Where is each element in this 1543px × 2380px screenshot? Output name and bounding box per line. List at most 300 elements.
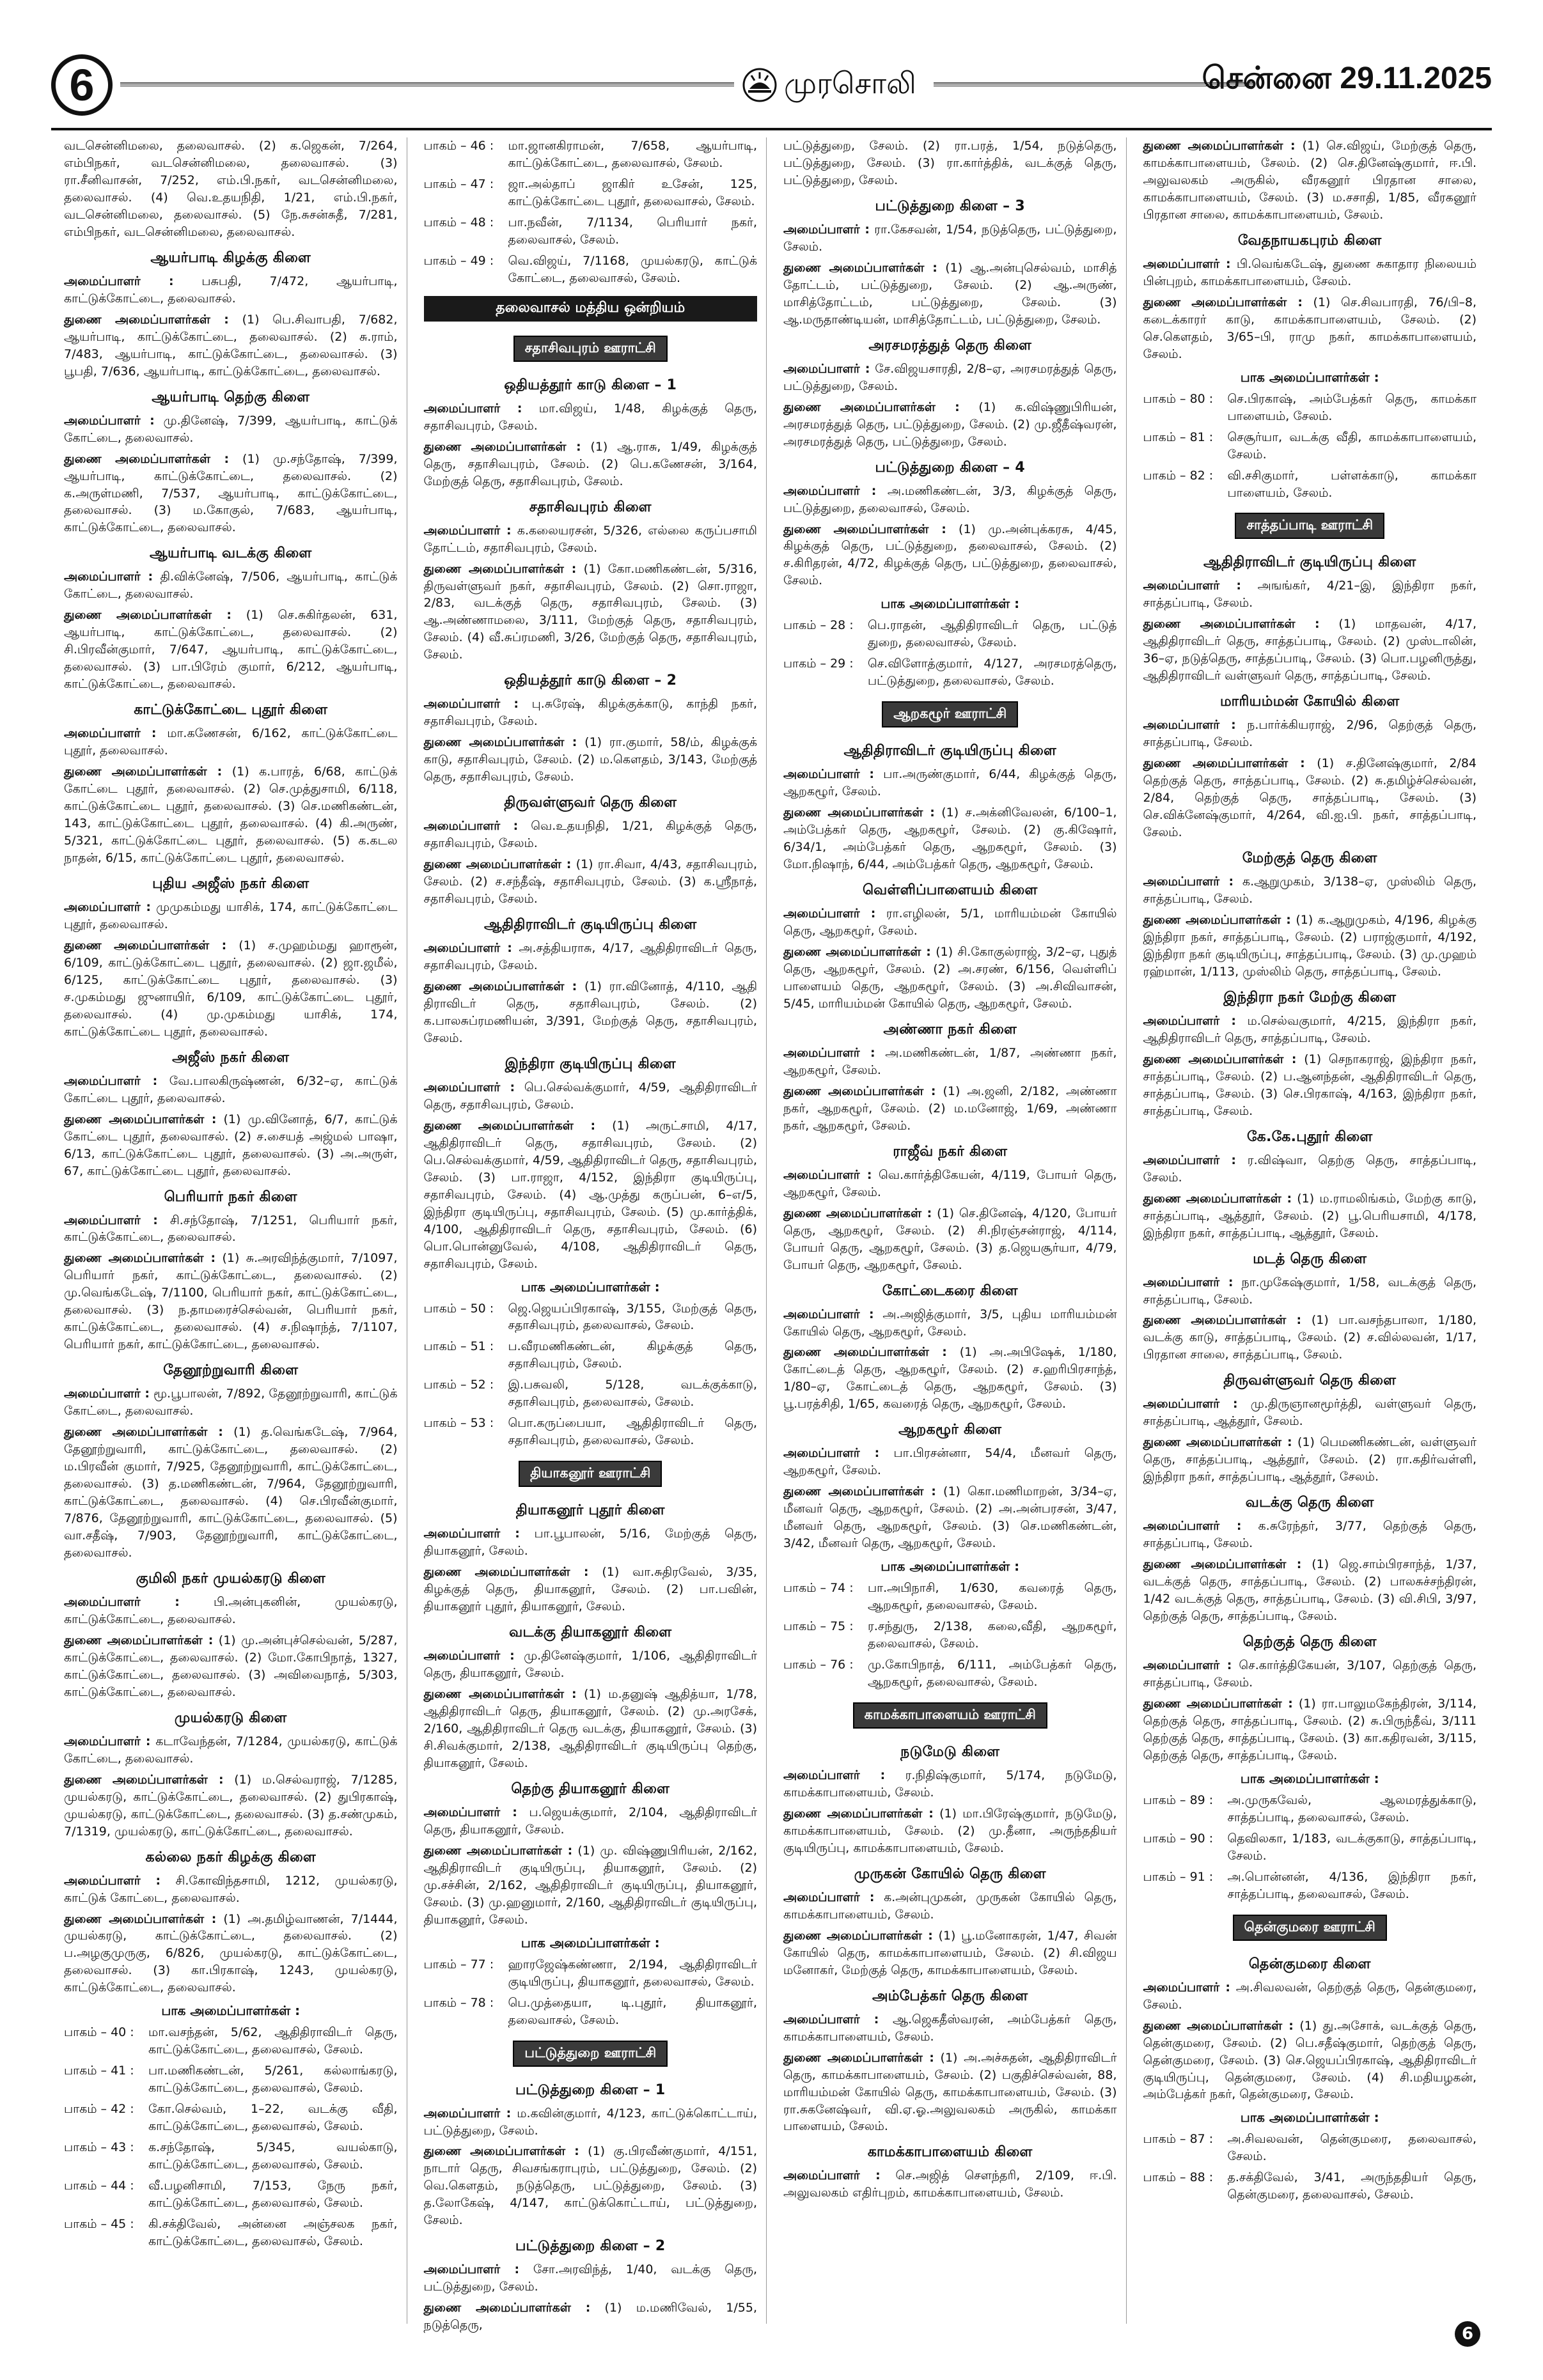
entry-paragraph — [424, 1564, 758, 1615]
entry-text: மு.திருஞானமூர்த்தி, வள்ளுவர் தெரு, சாத்தப்பாடி, ஆத்தூர், சேலம். — [1143, 1397, 1476, 1429]
role-label: துணை அமைப்பாளர்கள் : — [1143, 1052, 1297, 1066]
section-heading: திருவள்ளுவர் தெரு கிளை — [1223, 1373, 1397, 1389]
entry-text: ஆ.ஜெகதீஸ்வரன், அம்பேத்கர் தெரு, காமக்காபாளையம், சேலம். — [783, 2012, 1117, 2044]
panchayat-banner-wrap — [424, 2033, 758, 2073]
booth-row — [64, 2177, 398, 2212]
entry-text: வெ.கார்த்திகேயன், 4/119, போயர் தெரு, ஆறகழூர், சேலம். — [783, 1167, 1117, 1199]
entry-text: கடாவேந்தன், 7/1284, முயல்கரடு, காட்டுக் கோட்டை, தலைவாசல். — [64, 1734, 398, 1766]
entry-text: க.ஆறுமுகம், 3/138–ஏ, முஸ்லிம் தெரு, சாத்தப்பாடி, சேலம். — [1143, 875, 1476, 906]
section-heading: ஒதியத்தூர் காடு கிளை – 1 — [504, 377, 677, 393]
header-rule-left — [120, 82, 734, 86]
entry-text: பு.சுரேஷ், கிழக்குக்காடு, காந்தி நகர், சதாசிவபுரம், சேலம். — [423, 697, 757, 729]
role-label: அமைப்பாளர் : — [1143, 1153, 1237, 1167]
booth-section-heading: பாக அமைப்பாளர்கள் : — [521, 1279, 660, 1295]
entry-paragraph — [424, 439, 758, 490]
entry-paragraph — [1143, 1396, 1477, 1430]
booth-row — [1143, 2131, 1477, 2165]
booth-number: பாகம் – 49 : — [423, 253, 494, 268]
panchayat-banner-wrap — [1143, 1907, 1477, 1947]
booth-number: பாகம் – 87 : — [1143, 2132, 1214, 2147]
role-label: துணை அமைப்பாளர்கள் : — [423, 439, 581, 454]
entry-paragraph — [783, 1889, 1117, 1924]
entry-paragraph — [1143, 1190, 1477, 1242]
entry-paragraph — [64, 1632, 398, 1701]
dateline: சென்னை 29.11.2025 — [1202, 61, 1492, 95]
booth-agent: பொ.கருப்பையா, ஆதிதிராவிடர் தெரு, சதாசிவபுரம், தலைவாசல், சேலம். — [508, 1416, 757, 1448]
booth-row — [64, 2024, 398, 2058]
role-label: துணை அமைப்பாளர்கள் : — [423, 1843, 573, 1858]
entry-text: (1) ரா.வினோத், 4/110, ஆதி திராவிடர் தெரு, சதாசிவபுரம், சேலம். (2) க.பாலசுப்ரமணியன், 3/391, மேற்குத் தெரு, சதாசிவபுரம், சேலம். — [423, 979, 758, 1045]
entry-text: (1) செ.சுகிர்தலன், 631, ஆயர்பாடி, காட்டுக்கோட்டை, தலைவாசல். (2) சி.பிரவீன்குமார், 7/647, ஆயர்பாடி, காட்டுக்கோட்டை, தலைவாசல். (3) பா.பிரேம் குமார், 6/212, ஆயர்பாடி, காட்டுக்கோட்டை, தலைவாசல். — [64, 608, 398, 692]
entry-text: (1) ம.செல்வராஜ், 7/1285, முயல்கரடு, காட்டுக்கோட்டை, தலைவாசல். (2) துபிரகாஷ், முயல்கரடு, காட்டுக்கோட்டை, தலைவாசல். (3) த.சண்முகம், 7/1319, முயல்கரடு, காட்டுக்கோட்டை, தலைவாசல். — [64, 1772, 398, 1839]
entry-text: (1) க.ஆறுமுகம், 4/196, கிழக்கு இந்திரா நகர், சாத்தப்பாடி, சேலம். (2) பராஜ்குமார், 4/192, இந்திரா நகர் குடியிருப்பு, சாத்தப்பாடி, சேலம். (3) மு.முஹம் ரஹ்மான், 1/113, முஸ்லிம் தெரு, சாத்தப்பாடி, சேலம். — [1143, 913, 1477, 979]
entry-paragraph — [783, 399, 1117, 451]
entry-paragraph — [424, 1079, 758, 1114]
role-label: அமைப்பாளர் : — [423, 819, 519, 834]
entry-text: க.சுரேந்தர், 3/77, தெற்குத் தெரு, சாத்தப்பாடி, சேலம். — [1143, 1519, 1476, 1551]
booth-agent: பெ.ராதன், ஆதிதிராவிடர் தெரு, பட்டுத் துறை, தலைவாசல், சேலம். — [868, 618, 1117, 650]
entry-text: (1) ஜெ.சாம்பிரசாந்த், 1/37, வடக்குத் தெரு, சாத்தப்பாடி, சேலம். (2) பாலசுச்சந்திரன், 1/42 வடக்குத் தெரு, சாத்தப்பாடி, சேலம். (3) வி.சிபி, 3/97, தெற்குத் தெரு, சாத்தப்பாடி, சேலம். — [1143, 1557, 1476, 1624]
booth-number: பாகம் – 51 : — [423, 1339, 494, 1354]
entry-text: ம.கவின்குமார், 4/123, காட்டுக்கொட்டாய், பட்டுத்துறை, சேலம். — [423, 2106, 758, 2138]
role-label: துணை அமைப்பாளர்கள் : — [423, 1565, 589, 1580]
entry-text: மூ.பூபாலன், 7/892, தேனூற்றுவாரி, காட்டுக் கோட்டை, தலைவாசல். — [64, 1387, 398, 1419]
entry-text: பட்டுத்துறை, சேலம். (2) ரா.பரத், 1/54, நடுத்தெரு, பட்டுத்துறை, சேலம். (3) ரா.கார்த்திக், வடக்குத் தெரு, பட்டுத்துறை, சேலம். — [783, 139, 1117, 187]
section-heading: கே.கே.புதூர் கிளை — [1247, 1128, 1373, 1145]
role-label: துணை அமைப்பாளர்கள் : — [1143, 1696, 1293, 1711]
entry-paragraph — [783, 804, 1117, 873]
entry-text: (1) மு.அன்புக்கரசு, 4/45, கிழக்குத் தெரு, பட்டுத்துறை, தலைவாசல், சேலம். (2) ச.கிரிதரன், 4/72, கிழக்குத் தெரு, பட்டுத்துறை, தலைவாசல், சேலம். — [783, 522, 1117, 588]
masthead — [51, 54, 1492, 128]
entry-text: செ.அஜித் சௌந்தரி, 2/109, ஈ.பி. அலுவலகம் எதிர்புறம், காமக்காபாளையம், சேலம். — [783, 2168, 1117, 2200]
entry-text: (1) சு.அரவிந்த்குமார், 7/1097, பெரியார் நகர், காட்டுக்கோட்டை, தலைவாசல். (2) மு.வெங்கடேஷ், 7/1100, பெரியார் நகர், காட்டுக்கோட்டை, தலைவாசல். (3) ந.தாமரைச்செல்வன், பெரியார் நகர், காட்டுக்கோட்டை, தலைவாசல். (4) ச.நிஷாந்த், 7/1107, பெரியார் நகர், காட்டுக்கோட்டை, தலைவாசல். — [64, 1251, 398, 1352]
entry-text: (1) அ.தமிழ்வாணன், 7/1444, முயல்கரடு, காட்டுக்கோட்டை, தலைவாசல். (2) ப.அழகுமுருகு, 6/826, முயல்கரடு, காட்டுக்கோட்டை, தலைவாசல். (3) கா.பிரகாஷ், 1243, முயல்கரடு, காட்டுக்கோட்டை, தலைவாசல். — [64, 1911, 398, 1995]
page-number-badge: 6 — [51, 54, 113, 116]
rising-sun-icon — [742, 67, 778, 103]
entry-paragraph — [64, 725, 398, 759]
booth-number: பாகம் – 88 : — [1143, 2170, 1214, 2185]
role-label: துணை அமைப்பாளர்கள் : — [1143, 1191, 1292, 1206]
entry-paragraph — [64, 137, 398, 241]
entry-text: அ.அஜித்குமார், 3/5, புதிய மாரியம்மன் கோயில் தெரு, ஆறகழூர், சேலம். — [783, 1307, 1117, 1339]
section-heading: காமக்காபாளையம் கிளை — [867, 2144, 1033, 2161]
booth-row — [783, 617, 1117, 651]
entry-paragraph — [783, 221, 1117, 256]
entry-paragraph — [783, 137, 1117, 189]
entry-text: (1) க.விஷ்ணுபிரியன், அரசமரத்துத் தெரு, பட்டுத்துறை, சேலம். (2) மு.ஜீதீஷ்வரன், அரசமரத்துத் தெரு, பட்டுத்துறை, சேலம். — [783, 400, 1117, 449]
entry-paragraph — [64, 1424, 398, 1562]
role-label: துணை அமைப்பாளர்கள் : — [64, 451, 230, 466]
entry-paragraph — [783, 1927, 1117, 1979]
entry-paragraph — [64, 1594, 398, 1628]
booth-agent: செ.பிரகாஷ், அம்பேத்கர் தெரு, காமக்கா பாளையம், சேலம். — [1227, 391, 1476, 423]
section-heading: நடுமேடு கிளை — [900, 1743, 1000, 1760]
entry-paragraph — [1143, 717, 1477, 751]
entry-paragraph — [783, 1045, 1117, 1079]
section-heading: பட்டுத்துறை கிளை – 4 — [875, 459, 1026, 476]
booth-row — [424, 1376, 758, 1411]
booth-row — [64, 2062, 398, 2097]
booth-row — [64, 2101, 398, 2135]
section-heading: ஆதிதிராவிடர் குடியிருப்பு கிளை — [1203, 554, 1416, 571]
entry-paragraph — [1143, 1657, 1477, 1692]
booth-row — [64, 2216, 398, 2250]
booth-number: பாகம் – 90 : — [1143, 1831, 1214, 1846]
entry-paragraph — [1143, 1695, 1477, 1764]
entry-paragraph — [64, 273, 398, 307]
booth-row — [1143, 467, 1477, 502]
entry-text: பெ.செல்வக்குமார், 4/59, ஆதிதிராவிடர் தெரு, சதாசிவபுரம், சேலம். — [423, 1080, 757, 1112]
section-heading: சதாசிவபுரம் கிளை — [529, 499, 652, 515]
role-label: துணை அமைப்பாளர்கள் : — [783, 1345, 947, 1360]
entry-text: சி.சந்தோஷ், 7/1251, பெரியார் நகர், காட்டுக்கோட்டை, தலைவாசல். — [64, 1213, 398, 1245]
role-label: துணை அமைப்பாளர்கள் : — [423, 561, 577, 576]
entry-text: அ.மணிகண்டன், 1/87, அண்ணா நகர், ஆறகழூர், சேலம். — [783, 1045, 1117, 1077]
role-label: துணை அமைப்பாளர்கள் : — [783, 260, 937, 275]
booth-agent: அ.பொன்னன், 4/136, இந்திரா நகர், சாத்தப்பாடி, தலைவாசல், சேலம். — [1227, 1869, 1476, 1901]
entry-paragraph — [783, 766, 1117, 800]
role-label: துணை அமைப்பாளர்கள் : — [783, 1806, 934, 1821]
section-heading: ஆதிதிராவிடர் குடியிருப்பு கிளை — [843, 743, 1057, 759]
entry-text: மா.விஜய், 1/48, கிழக்குத் தெரு, சதாசிவபுரம், சேலம். — [423, 401, 758, 433]
entry-text: (1) க.பாரத், 6/68, காட்டுக் கோட்டை புதூர், தலைவாசல். (2) செ.முத்துசாமி, 6/118, காட்டுக்கோட்டை புதூர், தலைவாசல். (3) செ.மணிகண்டன், 143, காட்டுக்கோட்டை புதூர், தலைவாசல். (4) கி.அருண், 5/321, காட்டுக்கோட்டை புதூர், தலைவாசல். (5) க.கடல நாதன், 6/15, காட்டுக்கோட்டை புதூர், தலைவாசல். — [64, 765, 398, 865]
role-label: அமைப்பாளர் : — [783, 1307, 874, 1321]
entry-text: (1) அருட்சாமி, 4/17, ஆதிதிராவிடர் தெரு, சதாசிவபுரம், சேலம். (2) பெ.செல்வக்குமார், 4/59, ஆதிதிராவிடர் தெரு, சதாசிவபுரம், சேலம். (3) பா.ராஜா, 4/152, இந்திரா குடியிருப்பு, சதாசிவபுரம், சேலம். (4) ஆ.முத்து கருப்பன், 6–எ/5, இந்திரா குடியிருப்பு, சதாசிவபுரம், சேலம். (5) மு.கார்த்திக், 4/100, ஆதிதிராவிடர் தெரு, சதாசிவபுரம், சேலம். (6) பொ.பொன்னுவேல், 4/108, ஆதிதிராவிடர் தெரு, சதாசிவபுரம், சேலம். — [423, 1118, 758, 1271]
section-heading: அஜீஸ் நகர் கிளை — [172, 1049, 290, 1066]
section-heading: திருவள்ளுவர் தெரு கிளை — [504, 795, 677, 811]
entry-paragraph — [64, 937, 398, 1041]
entry-paragraph — [424, 522, 758, 557]
entry-text: மு.தினேஷ், 7/399, ஆயர்பாடி, காட்டுக் கோட்டை, தலைவாசல். — [64, 413, 398, 445]
booth-row — [424, 214, 758, 249]
booth-number: பாகம் – 77 : — [423, 1957, 494, 1972]
entry-paragraph — [64, 1911, 398, 1997]
entry-text: க.கலையரசன், 5/326, எல்லை கருப்பசாமி தோட்டம், சதாசிவபுரம், சேலம். — [423, 523, 757, 555]
entry-paragraph — [783, 2167, 1117, 2202]
booth-number: பாகம் – 47 : — [423, 176, 494, 191]
booth-number: பாகம் – 74 : — [783, 1581, 854, 1596]
entry-text: (1) ம.தனுஷ் ஆதித்யா, 1/78, ஆதிதிராவிடர் தெரு, தியாகனூர், சேலம். (2) மு.அரசேக், 2/160, ஆதிதிராவிடர் தெரு வடக்கு, தியாகனூர், சேலம். (3) சி.சிவக்குமார், 2/138, ஆதிதிராவிடர் குடியிருப்பு தெற்கு, தியாகனூர், சேலம். — [423, 1687, 758, 1770]
entry-paragraph — [424, 1525, 758, 1560]
booth-section-heading: பாக அமைப்பாளர்கள் : — [881, 1559, 1020, 1575]
entry-text: சோ.அரவிந்த், 1/40, வடக்கு தெரு, பட்டுத்துறை, சேலம். — [423, 2262, 758, 2294]
entry-paragraph — [64, 607, 398, 693]
entry-paragraph — [424, 734, 758, 786]
entry-paragraph — [783, 1445, 1117, 1479]
entry-paragraph — [783, 260, 1117, 329]
entry-paragraph — [783, 1483, 1117, 1552]
entry-paragraph — [64, 1250, 398, 1353]
entry-paragraph — [424, 2105, 758, 2140]
entry-paragraph — [424, 978, 758, 1047]
role-label: அமைப்பாளர் : — [783, 1167, 872, 1182]
role-label: துணை அமைப்பாளர்கள் : — [423, 857, 572, 872]
entry-paragraph — [783, 483, 1117, 517]
booth-number: பாகம் – 80 : — [1143, 391, 1214, 406]
entry-text: (1) கு.பிரவீண்குமார், 4/151, நாடார் தெரு, சிவசங்கராபுரம், பட்டுத்துறை, சேலம். (2) வெ.கௌதம், நடுத்தெரு, பட்டுத்துறை, சேலம். (3) த.லோகேஷ், 4/147, காட்டுக்கொட்டாய், பட்டுத்துறை, சேலம். — [423, 2144, 758, 2228]
booth-number: பாகம் – 52 : — [423, 1378, 494, 1392]
panchayat-banner-wrap — [424, 328, 758, 368]
entry-paragraph — [424, 2261, 758, 2296]
role-label: அமைப்பாளர் : — [64, 1873, 161, 1888]
entry-paragraph — [64, 1385, 398, 1420]
section-heading: பெரியார் நகர் கிளை — [164, 1188, 297, 1205]
section-heading: வடக்கு தெரு கிளை — [1245, 1495, 1374, 1511]
entry-paragraph — [783, 944, 1117, 1013]
booth-agent: செசூர்யா, வடக்கு வீதி, காமக்காபாளையம், சேலம். — [1227, 430, 1476, 462]
panchayat-banner: தியாகனூர் ஊராட்சி — [519, 1461, 662, 1487]
entry-text: அ.சத்தியராசு, 4/17, ஆதிதிராவிடர் தெரு, சதாசிவபுரம், சேலம். — [423, 941, 758, 972]
booth-row — [424, 1956, 758, 1991]
entry-text: மா.கணேசன், 6/162, காட்டுக்கோட்டை புதூர், தலைவாசல். — [64, 726, 398, 758]
role-label: துணை அமைப்பாளர்கள் : — [64, 1251, 216, 1266]
role-label: அமைப்பாளர் : — [64, 274, 174, 288]
role-label: அமைப்பாளர் : — [423, 2262, 520, 2277]
booth-number: பாகம் – 78 : — [423, 1995, 494, 2010]
entry-text: வெ.உதயநிதி, 1/21, கிழக்குத் தெரு, சதாசிவபுரம், சேலம். — [423, 819, 757, 851]
entry-paragraph — [1143, 137, 1477, 224]
booth-agent: அ.சிவலவன், தென்குமரை, தலைவாசல், சேலம். — [1227, 2132, 1476, 2164]
entry-text: சி.கோவிந்தசாமி, 1212, முயல்கரடு, காட்டுக் கோட்டை, தலைவாசல். — [64, 1873, 398, 1905]
entry-paragraph — [783, 1767, 1117, 1801]
role-label: அமைப்பாளர் : — [1143, 1013, 1236, 1028]
entry-paragraph — [424, 2143, 758, 2229]
section-heading: ஒதியத்தூர் காடு கிளை – 2 — [504, 673, 677, 689]
role-label: துணை அமைப்பாளர்கள் : — [783, 1206, 932, 1220]
entry-paragraph — [424, 696, 758, 730]
entry-paragraph — [424, 400, 758, 435]
booth-row — [424, 1338, 758, 1373]
entry-text: (1) ஆ.ராசு, 1/49, கிழக்குத் தெரு, சதாசிவபுரம், சேலம். (2) பெ.கணேசன், 3/164, மேற்குத் தெரு, சதாசிவபுரம், சேலம். — [423, 439, 757, 488]
entry-paragraph — [424, 1686, 758, 1772]
section-heading: இந்திரா குடியிருப்பு கிளை — [505, 1055, 676, 1072]
booth-number: பாகம் – 44 : — [64, 2179, 134, 2193]
entry-paragraph — [783, 2049, 1117, 2136]
entry-paragraph — [1143, 256, 1477, 290]
entry-text: (1) பூ.மனோகரன், 1/47, சிவன் கோயில் தெரு, காமக்காபாளையம், சேலம். (2) சி.விஜய மனோகர், மேற்குத் தெரு, காமக்காபாளையம், சேலம். — [783, 1928, 1117, 1977]
section-heading: வேதநாயகபுரம் கிளை — [1237, 232, 1382, 249]
role-label: துணை அமைப்பாளர்கள் : — [423, 735, 577, 750]
booth-row — [783, 1656, 1117, 1691]
entry-text: (1) கொ.மணிமாறன், 3/34–ஏ, மீனவர் தெரு, ஆறகழூர், சேலம். (2) அ.அன்பரசன், 3/47, மீனவர் தெரு, ஆறகழூர், சேலம். (3) செ.மணிகண்டன், 3/42, மீனவர் தெரு, ஆறகழூர், சேலம். — [783, 1484, 1117, 1551]
booth-row — [1143, 1830, 1477, 1865]
union-banner: தலைவாசல் மத்திய ஒன்றியம் — [424, 296, 758, 322]
booth-row — [424, 1300, 758, 1335]
role-label: அமைப்பாளர் : — [64, 726, 157, 741]
booth-row — [424, 176, 758, 210]
booth-number: பாகம் – 50 : — [423, 1301, 494, 1316]
booth-number: பாகம் – 41 : — [64, 2064, 134, 2078]
entry-text: அஙங்கர், 4/21–இ, இந்திரா நகர், சாத்தப்பாடி, சேலம். — [1143, 579, 1476, 611]
entry-text: (1) மு.வினோத், 6/7, காட்டுக் கோட்டை புதூர், தலைவாசல். (2) ச.சையத் அஜ்மல் பாஷா, 6/13, காட்டுக்கோட்டை புதூர், தலைவாசல். (3) அ.அருள், 67, காட்டுக்கோட்டை புதூர், தலைவாசல். — [64, 1112, 398, 1178]
booth-row — [424, 1415, 758, 1449]
entry-text: (1) மாதவன், 4/17, ஆதிதிராவிடர் தெரு, சாத்தப்பாடி, சேலம். (2) முஸ்டாலின், 36–ஏ, நடுத்தெரு, சாத்தப்பாடி, சேலம். (3) பொ.பழனிருத்து, ஆதிதிராவிடர் வள்ளுவர் தெரு, சாத்தப்பாடி, சேலம். — [1143, 617, 1476, 683]
booth-agent: இ.பசுவலி, 5/128, வடக்குக்காடு, சதாசிவபுரம், தலைவாசல், சேலம். — [508, 1378, 757, 1410]
booth-agent: செ.விளோத்குமார், 4/127, அரசமரத்தெரு, பட்டுத்துறை, தலைவாசல், சேலம். — [868, 657, 1117, 688]
booth-row — [783, 1580, 1117, 1614]
role-label: துணை அமைப்பாளர்கள் : — [1143, 139, 1296, 153]
role-label: துணை அமைப்பாளர்கள் : — [64, 1772, 224, 1787]
booth-agent: ப.வீரமணிகண்டன், கிழக்குத் தெரு, சதாசிவபுரம், சேலம். — [508, 1339, 757, 1371]
entry-text: (1) சி.கோகுல்ராஜ், 3/2–ஏ, புதுத் தெரு, ஆறகழூர், சேலம். (2) அ.சரண், 6/156, வெள்ளிப் பாளையம் தெரு, ஆறகழூர், சேலம். (3) அ.சிவிவாசன், 5/45, மாரியம்மன் கோயில் தெரு, ஆறகழூர், சேலம். — [783, 945, 1117, 1011]
role-label: துணை அமைப்பாளர்கள் : — [1143, 756, 1305, 771]
entry-text: செ.கார்த்திகேயன், 3/107, தெற்குத் தெரு, சாத்தப்பாடி, சேலம். — [1143, 1658, 1477, 1690]
booth-row — [1143, 1792, 1477, 1826]
entry-text: ர.விஷ்வா, தெற்கு தெரு, சாத்தப்பாடி, சேலம். — [1143, 1153, 1476, 1185]
entry-paragraph — [1143, 1013, 1477, 1047]
role-label: துணை அமைப்பாளர்கள் : — [783, 1928, 933, 1943]
role-label: துணை அமைப்பாளர்கள் : — [1143, 617, 1320, 632]
entry-text: பசுபதி, 7/472, ஆயர்பாடி, காட்டுக்கோட்டை, தலைவாசல். — [64, 274, 398, 306]
booth-number: பாகம் – 76 : — [783, 1658, 854, 1672]
entry-text: முமுகம்மது யாசிக், 174, காட்டுக்கோட்டை புதூர், தலைவாசல். — [64, 899, 398, 931]
booth-row — [424, 1995, 758, 2029]
role-label: அமைப்பாளர் : — [423, 697, 519, 712]
booth-row — [424, 137, 758, 172]
section-heading: மேற்குத் தெரு கிளை — [1242, 850, 1377, 867]
booth-agent: மா.வசந்தன், 5/62, ஆதிதிராவிடர் தெரு, காட்டுக்கோட்டை, தலைவாசல், சேலம். — [148, 2025, 398, 2057]
role-label: அமைப்பாளர் : — [1143, 718, 1236, 733]
section-heading: ஆயர்பாடி வடக்கு கிளை — [149, 545, 312, 562]
booth-agent: அ.முருகவேல், ஆலமரத்துக்காடு, சாத்தப்பாடி, தலைவாசல், சேலம். — [1227, 1793, 1476, 1824]
booth-agent: பா.மணிகண்டன், 5/261, கல்லாங்கரடு, காட்டுக்கோட்டை, தலைவாசல், சேலம். — [148, 2064, 398, 2096]
entry-text: (1) த.வெங்கடேஷ், 7/964, தேனூற்றுவாரி, காட்டுக்கோட்டை, தலைவாசல். (2) ம.பிரவீன் குமார், 7/925, தேனூற்றுவாரி, காட்டுக்கோட்டை, தலைவாசல். (3) த.மணிகண்டன், 7/964, தேனூற்றுவாரி, காட்டுக்கோட்டை, தலைவாசல். (4) செ.பிரவீன்குமார், 7/876, தேனூற்றுவாரி, காட்டுக்கோட்டை, தலைவாசல். (5) வா.சதீஷ், 7/903, தேனூற்றுவாரி, காட்டுக்கோட்டை, தலைவாசல். — [64, 1425, 398, 1560]
role-label: துணை அமைப்பாளர்கள் : — [423, 1118, 596, 1133]
entry-paragraph — [64, 899, 398, 933]
section-heading: முயல்கரடு கிளை — [174, 1709, 287, 1726]
entry-paragraph — [424, 2299, 758, 2334]
entry-text: (1) மு. விஷ்ணுபிரியன், 2/162, ஆதிதிராவிடர் குடியிருப்பு, தியாகனூர், சேலம். (2) மு.சச்சின், 2/162, ஆதிதிராவிடர் குடியிருப்பு, தியாகனூர், சேலம். (3) மு.ஹனுமார், 2/160, ஆதிதிராவிடர் குடியிருப்பு, தியாகனூர், சேலம். — [423, 1843, 757, 1927]
role-label: அமைப்பாளர் : — [1143, 1275, 1234, 1289]
column-2 — [418, 137, 767, 2333]
panchayat-banner-wrap — [424, 1453, 758, 1493]
entry-paragraph — [1143, 1152, 1477, 1186]
booth-section-heading: பாக அமைப்பாளர்கள் : — [881, 596, 1020, 612]
panchayat-banner: சதாசிவபுரம் ஊராட்சி — [513, 336, 668, 362]
section-heading: தென்குமரை கிளை — [1248, 1956, 1371, 1972]
section-heading: தெற்குத் தெரு கிளை — [1242, 1634, 1377, 1651]
panchayat-banner-wrap — [1143, 505, 1477, 545]
booth-section-heading: பாக அமைப்பாளர்கள் : — [1240, 1770, 1379, 1786]
booth-agent: பா.அபிநாசி, 1/630, கவரைத் தெரு, ஆறகழூர், தலைவாசல், சேலம். — [868, 1581, 1117, 1613]
section-heading: கோட்டைகரை கிளை — [882, 1282, 1018, 1299]
role-label: துணை அமைப்பாளர்கள் : — [783, 2050, 934, 2065]
role-label: அமைப்பாளர் : — [423, 1080, 515, 1094]
entry-text: (1) ரா.குமார், 58/ம், கிழக்குக் காடு, சதாசிவபுரம், சேலம். (2) ம.கௌதம், 3/143, மேற்குத் தெரு, சதாசிவபுரம், சேலம். — [423, 735, 757, 784]
entry-text: மு.தினேஷ்குமார், 1/106, ஆதிதிராவிடர் தெரு, தியாகனூர், சேலம். — [423, 1649, 758, 1681]
entry-paragraph — [64, 412, 398, 447]
entry-paragraph — [424, 818, 758, 852]
booth-agent: ஜா.அல்தாப் ஜாகிர் உசேன், 125, காட்டுக்கோட்டை புதூர், தலைவாசல், சேலம். — [508, 176, 757, 208]
entry-text: (1) மா.பிரேஷ்குமார், நடுமேடு, காமக்காபாளையம், சேலம். (2) மு.தீனா, அருந்ததியர் குடியிருப்பு, காமக்காபாளையம், சேலம். — [783, 1806, 1117, 1855]
entry-text: (1) ஆ.அன்புசெல்வம், மாசித் தோட்டம், பட்டுத்துறை, சேலம். (2) ஆ.அருண், மாசித்தோட்டம், பட்டுத்துறை, சேலம். (3) ஆ.மருதாண்டியன், மாசித்தோட்டம், பட்டுத்துறை, சேலம். — [783, 260, 1117, 327]
role-label: அமைப்பாளர் : — [783, 1446, 880, 1461]
role-label: அமைப்பாளர் : — [64, 1213, 158, 1227]
booth-row — [1143, 1869, 1477, 1903]
entry-paragraph — [1143, 1051, 1477, 1120]
role-label: அமைப்பாளர் : — [1143, 1397, 1238, 1412]
article-columns — [58, 137, 1485, 2333]
booth-number: பாகம் – 75 : — [783, 1619, 854, 1634]
role-label: அமைப்பாளர் : — [423, 523, 512, 538]
role-label: துணை அமைப்பாளர்கள் : — [64, 1911, 217, 1926]
role-label: அமைப்பாளர் : — [1143, 1980, 1231, 1995]
entry-paragraph — [64, 568, 398, 603]
booth-agent: ஜெ.ஜெயப்பிரகாஷ், 3/155, மேற்குத் தெரு, சதாசிவபுரம், தலைவாசல், சேலம். — [508, 1301, 757, 1333]
entry-text: (1) அ.அச்சுதன், ஆதிதிராவிடர் தெரு, காமக்காபாளையம், சேலம். (2) பகுதிச்செல்வன், 88, மாரியம்மன் கோயில் தெரு, காமக்காபாளையம், சேலம். (3) ரா.சுகனேஷ்வர், வி.ஏ.ஓ.அலுவலகம் அருகில், காமக்கா பாளையம், சேலம். — [783, 2050, 1117, 2134]
entry-text: (1) ரா.பாலுமகேந்திரன், 3/114, தெற்குத் தெரு, சாத்தப்பாடி, சேலம். (2) சு.பிருந்தீவ், 3/111 தெற்குத் தெரு, சாத்தப்பாடி, சேலம். (3) கா.கதிரவன், 3/115, தெற்குத் தெரு, சாத்தப்பாடி, சேலம். — [1143, 1696, 1476, 1762]
role-label: துணை அமைப்பாளர்கள் : — [783, 400, 960, 414]
entry-text: (1) கோ.மணிகண்டன், 5/316, திருவள்ளுவர் நகர், சதாசிவபுரம், சேலம். (2) சொ.ராஜா, 2/83, வடக்குத் தெரு, சதாசிவபுரம், சேலம். (3) ஆ.அண்ணாமலை, 3/111, மேற்குத் தெரு, சதாசிவபுரம், சேலம். (4) வீ.சுப்ரமணி, 3/26, மேற்குத் தெரு, சதாசிவபுரம், சேலம். — [423, 561, 757, 662]
entry-text: (1) செ.விஜய், மேற்குத் தெரு, காமக்காபாளையம், சேலம். (2) செ.தினேஷ்குமார், ஈ.பி. அலுவலகம் அருகில், வீரகனூர் பிரதான சாலை, காமக்காபாளையம், சேலம். (3) ம.சசாதி, 1/85, வீரகனூர் பிரதான சாலை, காமக்காபாளையம், சேலம். — [1143, 139, 1476, 222]
booth-row — [424, 253, 758, 287]
role-label: துணை அமைப்பாளர்கள் : — [64, 938, 227, 953]
entry-paragraph — [1143, 755, 1477, 841]
role-label: அமைப்பாளர் : — [423, 1527, 520, 1541]
entry-text: (1) ரா.சிவா, 4/43, சதாசிவபுரம், சேலம். (2) ச.சந்தீஷ், சதாசிவபுரம், சேலம். (3) க.ஸ்ரீநாத், சதாசிவபுரம், சேலம். — [423, 857, 757, 906]
role-label: அமைப்பாளர் : — [64, 570, 153, 584]
role-label: துணை அமைப்பாளர்கள் : — [1143, 2018, 1294, 2033]
booth-number: பாகம் – 82 : — [1143, 468, 1214, 483]
entry-paragraph — [424, 856, 758, 908]
section-heading: கல்லை நகர் கிழக்கு கிளை — [145, 1849, 316, 1865]
section-heading: புதிய அஜீஸ் நகர் கிளை — [152, 875, 309, 892]
entry-text: (1) ம.ராமலிங்கம், மேற்கு காடு, சாத்தப்பாடி, ஆத்தூர், சேலம். (2) பூ.பெரியசாமி, 4/178, இந்திரா நகர், சாத்தப்பாடி, ஆத்தூர், சேலம். — [1143, 1191, 1476, 1240]
role-label: துணை அமைப்பாளர்கள் : — [423, 2144, 579, 2159]
entry-text: (1) மு.சந்தோஷ், 7/399, ஆயர்பாடி, காட்டுக்கோட்டை, தலைவாசல். (2) க.அருள்மணி, 7/537, ஆயர்பாடி, காட்டுக்கோட்டை, தலைவாசல். (3) ம.கோகுல், 7/683, ஆயர்பாடி, காட்டுக்கோட்டை, தலைவாசல். — [64, 451, 398, 535]
entry-text: பா.பிரசன்னா, 54/4, மீனவர் தெரு, ஆறகழூர், சேலம். — [783, 1446, 1117, 1478]
booth-agent: த.சக்திவேல், 3/41, அருந்ததியர் தெரு, தென்குமரை, தலைவாசல், சேலம். — [1227, 2170, 1476, 2202]
paper-name: முரசொலி — [784, 65, 916, 100]
entry-text: நா.முகேஷ்குமார், 1/58, வடக்குத் தெரு, சாத்தப்பாடி, சேலம். — [1143, 1275, 1476, 1307]
booth-agent: வீ.பழனிசாமி, 7/153, நேரு நகர், காட்டுக்கோட்டை, தலைவாசல், சேலம். — [148, 2179, 398, 2211]
entry-paragraph — [424, 561, 758, 664]
role-label: துணை அமைப்பாளர்கள் : — [1143, 1435, 1292, 1450]
booth-section-heading: பாக அமைப்பாளர்கள் : — [521, 1934, 660, 1950]
role-label: அமைப்பாளர் : — [423, 2106, 512, 2120]
role-label: அமைப்பாளர் : — [64, 899, 151, 914]
entry-paragraph — [64, 1212, 398, 1247]
role-label: துணை அமைப்பாளர்கள் : — [783, 1084, 936, 1098]
entry-text: வே.பாலகிருஷ்ணன், 6/32–ஏ, காட்டுக் கோட்டை புதூர், தலைவாசல். — [64, 1073, 398, 1105]
entry-text: பி.அன்புகனின், முயல்கரடு, காட்டுக்கோட்டை, தலைவாசல். — [64, 1594, 398, 1626]
entry-text: (1) ம.மணிவேல், 1/55, நடுத்தெரு, — [423, 2301, 757, 2333]
entry-text: பா.அருண்குமார், 6/44, கிழக்குத் தெரு, ஆறகழூர், சேலம். — [783, 767, 1117, 799]
role-label: அமைப்பாளர் : — [423, 1649, 515, 1663]
booth-number: பாகம் – 28 : — [783, 618, 854, 633]
booth-row — [1143, 429, 1477, 463]
booth-number: பாகம் – 48 : — [423, 215, 494, 229]
booth-number: பாகம் – 81 : — [1143, 430, 1214, 444]
entry-text: (1) வா.சுதிரவேல், 3/35, கிழக்குத் தெரு, தியாகனூர், சேலம். (2) பா.பவின், தியாகனூர் புதூர், தியாகனூர், சேலம். — [423, 1565, 757, 1614]
entry-text: தி.விக்னேஷ், 7/506, ஆயர்பாடி, காட்டுக் கோட்டை, தலைவாசல். — [64, 570, 398, 602]
entry-paragraph — [64, 1111, 398, 1180]
entry-text: (1) அ.அபிஷேக், 1/180, கோட்டைத் தெரு, ஆறகழூர், சேலம். (2) ச.ஹரிபிரசாந்த், 1/80–ஏ, கோட்டைத் தெரு, ஆறகழூர், சேலம். (3) பூ.பரத்சிதி, 1/65, கவரைத் தெரு, ஆறகழூர், சேலம். — [783, 1345, 1117, 1412]
entry-paragraph — [64, 311, 398, 380]
role-label: துணை அமைப்பாளர்கள் : — [64, 1112, 217, 1126]
entry-paragraph — [783, 2011, 1117, 2046]
entry-paragraph — [1143, 1312, 1477, 1364]
role-label: துணை அமைப்பாளர்கள் : — [64, 608, 231, 623]
section-heading: இந்திரா நகர் மேற்கு கிளை — [1223, 989, 1397, 1006]
role-label: அமைப்பாளர் : — [783, 1890, 875, 1904]
role-label: அமைப்பாளர் : — [423, 941, 512, 956]
section-heading: ஆயர்பாடி கிழக்கு கிளை — [150, 249, 311, 266]
role-label: துணை அமைப்பாளர்கள் : — [783, 805, 935, 820]
booth-number: பாகம் – 53 : — [423, 1416, 494, 1431]
column-4 — [1137, 137, 1486, 2324]
entry-paragraph — [424, 1842, 758, 1929]
